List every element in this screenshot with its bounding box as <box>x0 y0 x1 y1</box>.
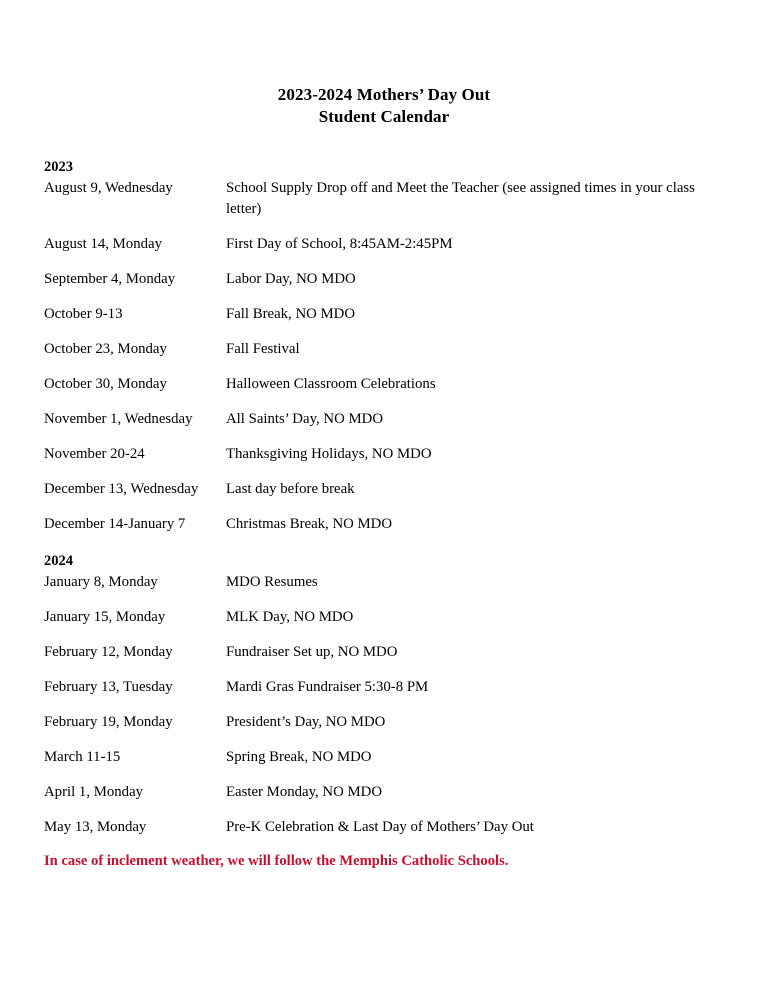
entry-date: February 12, Monday <box>44 644 173 660</box>
entry-description: Thanksgiving Holidays, NO MDO <box>226 445 432 462</box>
calendar-entry <box>44 642 724 663</box>
entry-description: First Day of School, 8:45AM-2:45PM <box>226 235 453 252</box>
calendar-entry <box>44 374 724 395</box>
entry-date: February 19, Monday <box>44 714 173 730</box>
calendar-entry <box>44 607 724 628</box>
calendar-entry <box>44 339 724 360</box>
calendar-entry <box>44 479 724 500</box>
calendar-entry <box>44 178 724 219</box>
entry-description: Halloween Classroom Celebrations <box>226 375 436 392</box>
entry-description: President’s Day, NO MDO <box>226 714 386 730</box>
entry-list-2024 <box>44 572 724 838</box>
entry-description: Fall Break, NO MDO <box>226 305 356 322</box>
entry-description: Christmas Break, NO MDO <box>226 515 393 532</box>
entry-description: Easter Monday, NO MDO <box>226 784 383 800</box>
entry-date: December 13, Wednesday <box>44 480 199 497</box>
year-heading-2023: 2023 <box>44 159 73 175</box>
entry-date: August 9, Wednesday <box>44 180 173 196</box>
entry-date: May 13, Monday <box>44 819 147 835</box>
calendar-entry <box>44 747 724 768</box>
entry-description: Fall Festival <box>226 340 300 357</box>
entry-date: October 23, Monday <box>44 340 167 357</box>
entry-description: MDO Resumes <box>226 574 318 590</box>
entry-date: November 1, Wednesday <box>44 410 193 427</box>
calendar-entry <box>44 269 724 290</box>
calendar-entry <box>44 304 724 325</box>
entry-description: Fundraiser Set up, NO MDO <box>226 644 398 660</box>
calendar-entry <box>44 444 724 465</box>
entry-date: April 1, Monday <box>44 784 144 800</box>
calendar-entry <box>44 782 724 803</box>
entry-date: December 14-January 7 <box>44 515 186 532</box>
page-title <box>0 84 768 128</box>
entry-description: Labor Day, NO MDO <box>226 270 356 287</box>
entry-date: October 9-13 <box>44 305 123 322</box>
entry-description: Spring Break, NO MDO <box>226 749 372 765</box>
inclement-weather-note: In case of inclement weather, we will follow the Memphis Catholic Schools. <box>44 853 509 869</box>
entry-date: August 14, Monday <box>44 235 162 252</box>
entry-date: October 30, Monday <box>44 375 167 392</box>
calendar-entry <box>44 234 724 255</box>
entry-description: Pre-K Celebration & Last Day of Mothers’ Day Out <box>226 819 534 835</box>
entry-date: January 8, Monday <box>44 574 158 590</box>
entry-description: All Saints’ Day, NO MDO <box>226 410 383 427</box>
entry-date: February 13, Tuesday <box>44 679 173 695</box>
calendar-entry <box>44 514 724 535</box>
calendar-entry <box>44 409 724 430</box>
calendar-body <box>44 158 724 852</box>
calendar-entry <box>44 572 724 593</box>
entry-date: November 20-24 <box>44 445 145 462</box>
entry-description: Last day before break <box>226 480 355 497</box>
entry-description: School Supply Drop off and Meet the Teacher (see assigned times in your class letter) <box>226 180 695 217</box>
calendar-entry <box>44 677 724 698</box>
page-title-line-1: 2023-2024 Mothers’ Day Out <box>277 85 491 104</box>
entry-description: Mardi Gras Fundraiser 5:30-8 PM <box>226 679 429 695</box>
entry-list-2023 <box>44 178 724 534</box>
entry-date: March 11-15 <box>44 749 121 765</box>
year-heading-2024: 2024 <box>44 553 73 569</box>
calendar-entry <box>44 817 724 838</box>
page-title-line-2: Student Calendar <box>318 107 450 126</box>
entry-date: January 15, Monday <box>44 609 166 625</box>
calendar-entry <box>44 712 724 733</box>
entry-description: MLK Day, NO MDO <box>226 609 354 625</box>
entry-date: September 4, Monday <box>44 270 176 287</box>
